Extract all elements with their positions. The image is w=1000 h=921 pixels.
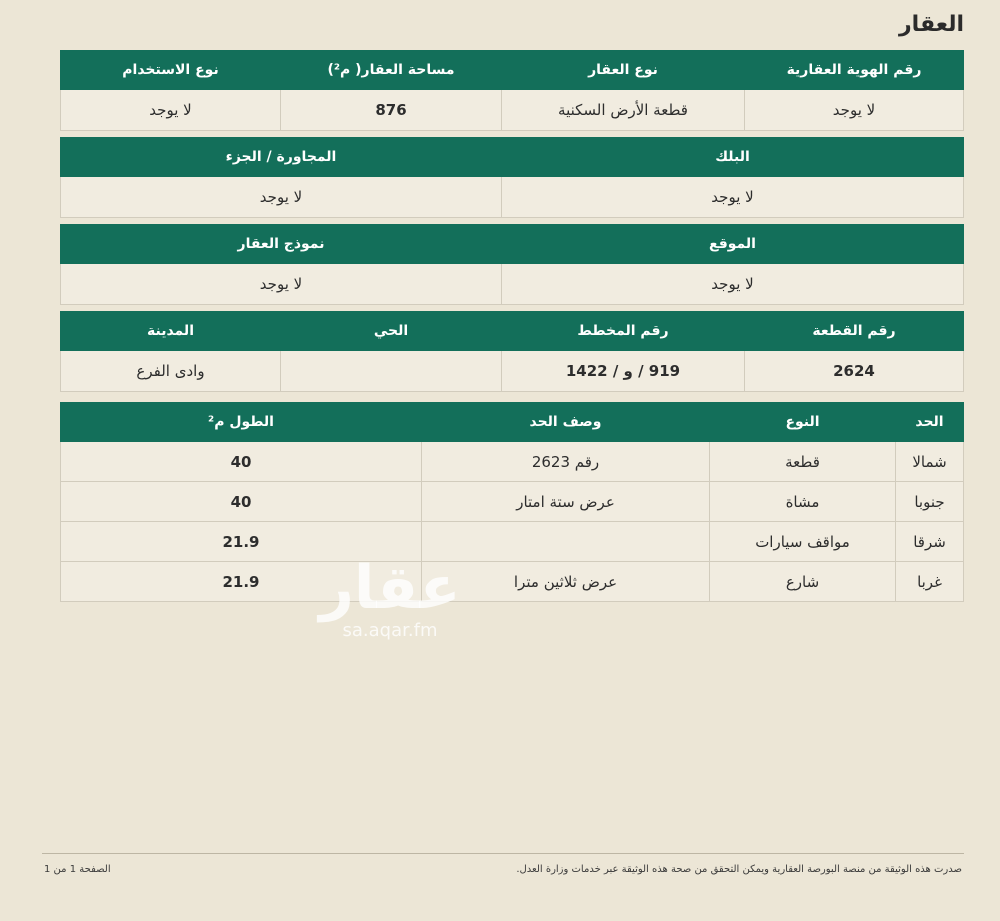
footer-note: صدرت هذه الوثيقة من منصة البورصة العقارية ويمكن التحقق من صحة هذه الوثيقة عبر خدمات وزارة العدل. [516,864,962,875]
property-header-row-2 [61,138,964,177]
header-plan-number: رقم المخطط [502,312,745,351]
value-property-type: قطعة الأرض السكنية [502,90,745,131]
aqar-url-text: sa.aqar.fm [342,620,438,641]
boundary-side: غربا [896,562,964,602]
header-usage-type: نوع الاستخدام [61,51,281,90]
property-header-row-4 [61,312,964,351]
header-block: البلك [502,138,964,177]
boundary-type: شارع [710,562,896,602]
boundary-description: رقم 2623 [422,442,710,482]
property-header-row-3 [61,225,964,264]
property-value-row-4 [61,351,964,392]
table-row [61,522,964,562]
table-row [61,442,964,482]
value-location: لا يوجد [502,264,964,305]
header-property-model: نموذج العقار [61,225,502,264]
header-property-id: رقم الهوية العقارية [745,51,964,90]
boundary-length: 40 [61,442,422,482]
header-neighborhood-part: المجاورة / الجزء [61,138,502,177]
header-property-area: مساحة العقار( م²) [281,51,502,90]
value-block: لا يوجد [502,177,964,218]
table-row [61,482,964,522]
page-number: الصفحة 1 من 1 [44,864,111,875]
value-property-id: لا يوجد [745,90,964,131]
property-value-row-2 [61,177,964,218]
header-boundary-description: وصف الحد [422,403,710,442]
boundary-description: عرض ثلاثين مترا [422,562,710,602]
value-neighborhood-part: لا يوجد [61,177,502,218]
header-boundary: الحد [896,403,964,442]
value-property-area: 876 [281,90,502,131]
table-row [61,562,964,602]
header-location: الموقع [502,225,964,264]
boundaries-table [60,402,964,602]
boundaries-header-row [61,403,964,442]
header-city: المدينة [61,312,281,351]
boundary-length: 40 [61,482,422,522]
property-value-row-3 [61,264,964,305]
value-plan-number: 919 / و / 1422 [502,351,745,392]
boundary-side: شمالا [896,442,964,482]
boundary-type: مشاة [710,482,896,522]
page-title: العقار [899,12,964,37]
property-table [60,50,964,392]
boundary-description: عرض ستة امتار [422,482,710,522]
header-boundary-length: الطول م² [61,403,422,442]
property-header-row-1 [61,51,964,90]
aqar-logo-text: عقار [319,553,461,623]
boundary-type: مواقف سيارات [710,522,896,562]
header-plot-number: رقم القطعة [745,312,964,351]
property-value-row-1 [61,90,964,131]
value-district [281,351,502,392]
header-property-type: نوع العقار [502,51,745,90]
header-boundary-type: النوع [710,403,896,442]
boundary-type: قطعة [710,442,896,482]
boundary-description [422,522,710,562]
value-usage-type: لا يوجد [61,90,281,131]
value-plot-number: 2624 [745,351,964,392]
header-district: الحي [281,312,502,351]
boundary-side: شرقا [896,522,964,562]
boundary-side: جنوبا [896,482,964,522]
boundary-length: 21.9 [61,562,422,602]
value-city: وادى الفرع [61,351,281,392]
value-property-model: لا يوجد [61,264,502,305]
footer-divider [42,853,964,854]
boundary-length: 21.9 [61,522,422,562]
